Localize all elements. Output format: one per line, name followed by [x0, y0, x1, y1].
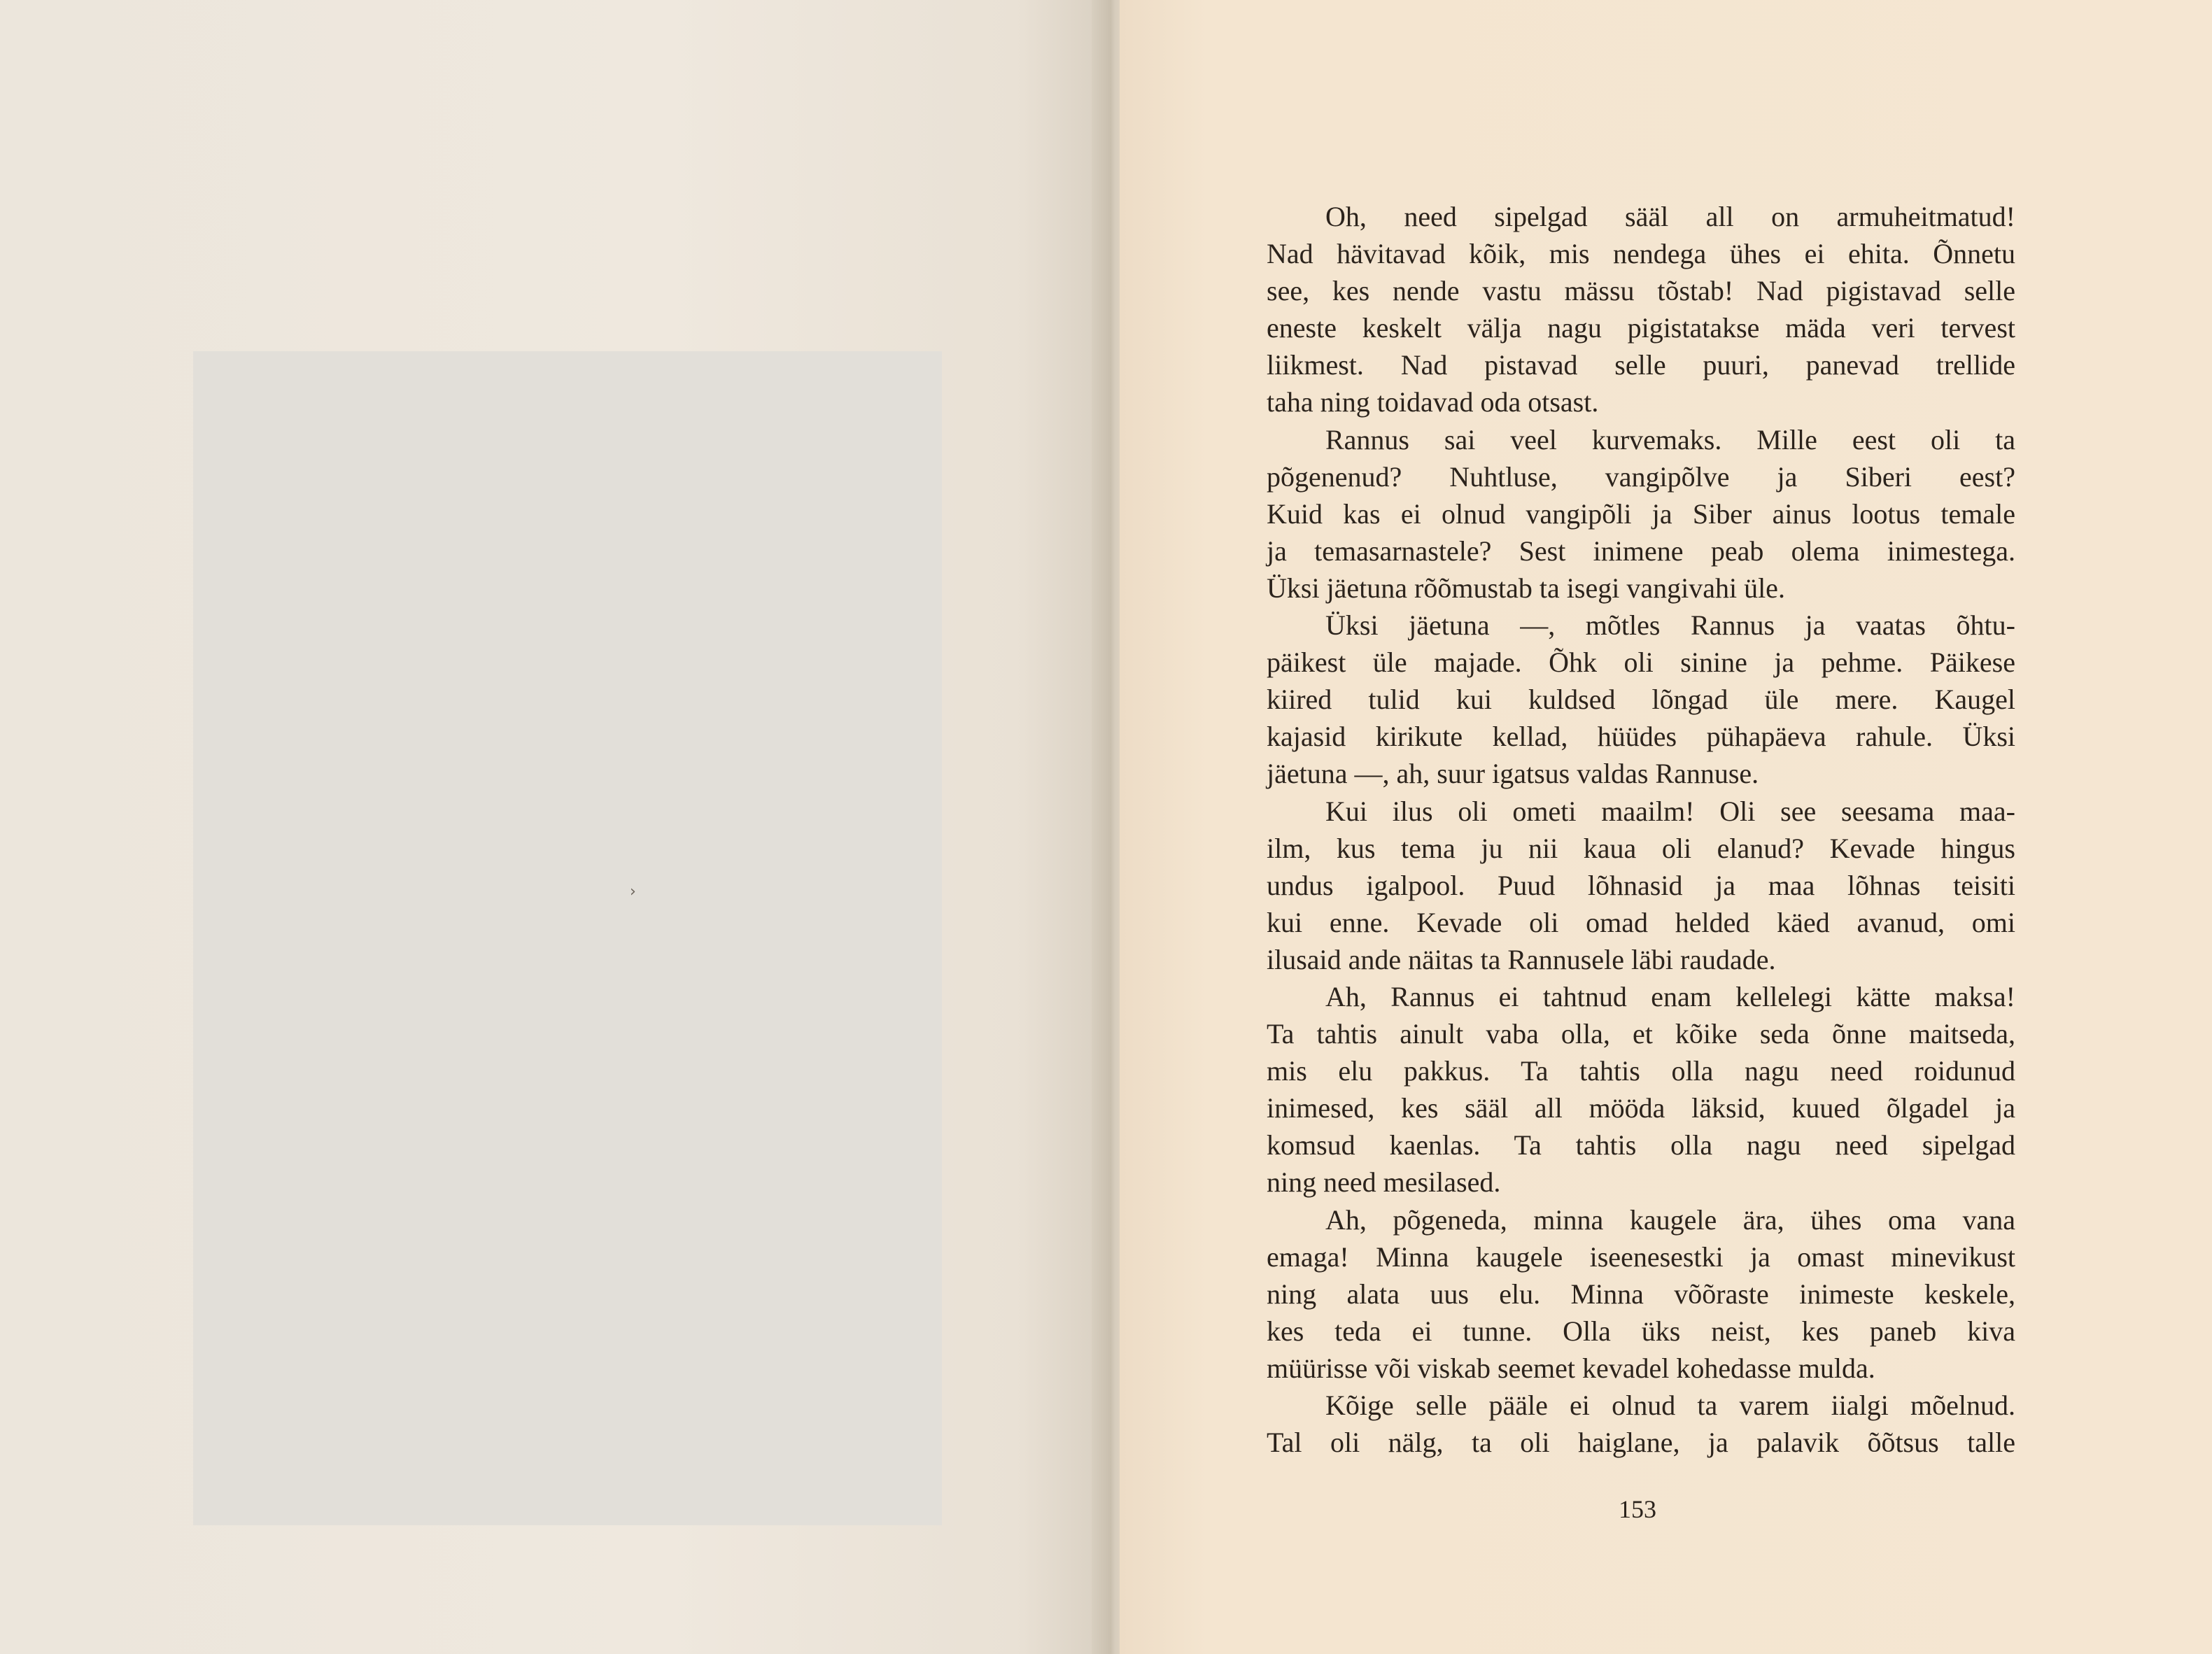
text-line: emaga! Minna kaugele iseenesestki ja omast minevikust — [1267, 1240, 2015, 1273]
text-line: Ah, põgeneda, minna kaugele ära, ühes oma vana — [1325, 1203, 2015, 1236]
text-line: liikmest. Nad pistavad selle puuri, panevad trellide — [1267, 349, 2015, 381]
blank-plate — [193, 351, 942, 1525]
text-line: Kui ilus oli ometi maailm! Oli see seesama maa- — [1325, 795, 2015, 827]
text-line: põgenenud? Nuhtluse, vangipõlve ja Siberi eest? — [1267, 460, 2015, 493]
text-line: Tal oli nälg, ta oli haiglane, ja palavik õõtsus talle — [1267, 1427, 2015, 1459]
text-line: komsud kaenlas. Ta tahtis olla nagu need sipelgad — [1267, 1129, 2015, 1161]
paragraph — [1267, 793, 2015, 978]
text-line: eneste keskelt välja nagu pigistatakse mäda veri tervest — [1267, 312, 2015, 344]
text-line: Ah, Rannus ei tahtnud enam kellelegi kätte maksa! — [1325, 980, 2015, 1012]
text-line: mis elu pakkus. Ta tahtis olla nagu need roidunud — [1267, 1055, 2015, 1087]
text-line: jäetuna —, ah, suur igatsus valdas Rannuse. — [1267, 758, 1759, 790]
text-line: Kõige selle pääle ei olnud ta varem iialgi mõelnud. — [1325, 1390, 2015, 1421]
text-line: inimesed, kes sääl all mööda läksid, kuued õlgadel ja — [1267, 1092, 2015, 1124]
text-line: Üksi jäetuna —, mõtles Rannus ja vaatas õhtu- — [1325, 609, 2015, 642]
text-line: ning need mesilased. — [1267, 1166, 1501, 1199]
text-line: see, kes nende vastu mässu tõstab! Nad pigistavad selle — [1267, 275, 2015, 307]
text-line: ning alata uus elu. Minna võõraste inimeste keskele, — [1267, 1278, 2015, 1310]
paragraph — [1267, 421, 2015, 607]
text-line: ilm, kus tema ju nii kaua oli elanud? Kevade hingus — [1267, 832, 2015, 864]
text-line: Ta tahtis ainult vaba olla, et kõike seda õnne maitseda, — [1267, 1018, 2015, 1050]
text-line: Nad hävitavad kõik, mis nendega ühes ei ehita. Õnnetu — [1267, 238, 2015, 270]
speck-mark: › — [630, 883, 636, 900]
text-line: ja temasarnastele? Sest inimene peab olema inimestega. — [1267, 535, 2015, 567]
paragraph — [1267, 198, 2015, 421]
text-line: päikest üle majade. Õhk oli sinine ja pehme. Päikese — [1267, 646, 2015, 679]
text-line: ilusaid ande näitas ta Rannusele läbi raudade. — [1267, 943, 1776, 975]
text-line: kui enne. Kevade oli omad helded käed avanud, omi — [1267, 906, 2015, 938]
text-line: Rannus sai veel kurvemaks. Mille eest oli ta — [1325, 423, 2015, 455]
paragraph — [1267, 978, 2015, 1201]
text-line: kes teda ei tunne. Olla üks neist, kes paneb kiva — [1267, 1315, 2015, 1347]
text-line: Oh, need sipelgad sääl all on armuheitmatud! — [1325, 201, 2015, 232]
page-number: 153 — [1619, 1495, 1656, 1523]
text-line: kiired tulid kui kuldsed lõngad üle mere. Kaugel — [1267, 684, 2015, 716]
text-line: Kuid kas ei olnud vangipõli ja Siber ainus lootus temale — [1267, 497, 2015, 530]
text-line: kajasid kirikute kellad, hüüdes pühapäeva rahule. Üksi — [1267, 721, 2015, 753]
body-text — [1267, 198, 2015, 1461]
paragraph — [1267, 607, 2015, 792]
text-line: Üksi jäetuna rõõmustab ta isegi vangivahi üle. — [1267, 572, 1785, 604]
text-line: müürisse või viskab seemet kevadel kohedasse mulda. — [1267, 1352, 1875, 1384]
text-line: taha ning toidavad oda otsast. — [1267, 386, 1599, 418]
paragraph — [1267, 1201, 2015, 1387]
paragraph — [1267, 1387, 2015, 1461]
text-line: undus igalpool. Puud lõhnasid ja maa lõhnas teisiti — [1267, 869, 2015, 901]
